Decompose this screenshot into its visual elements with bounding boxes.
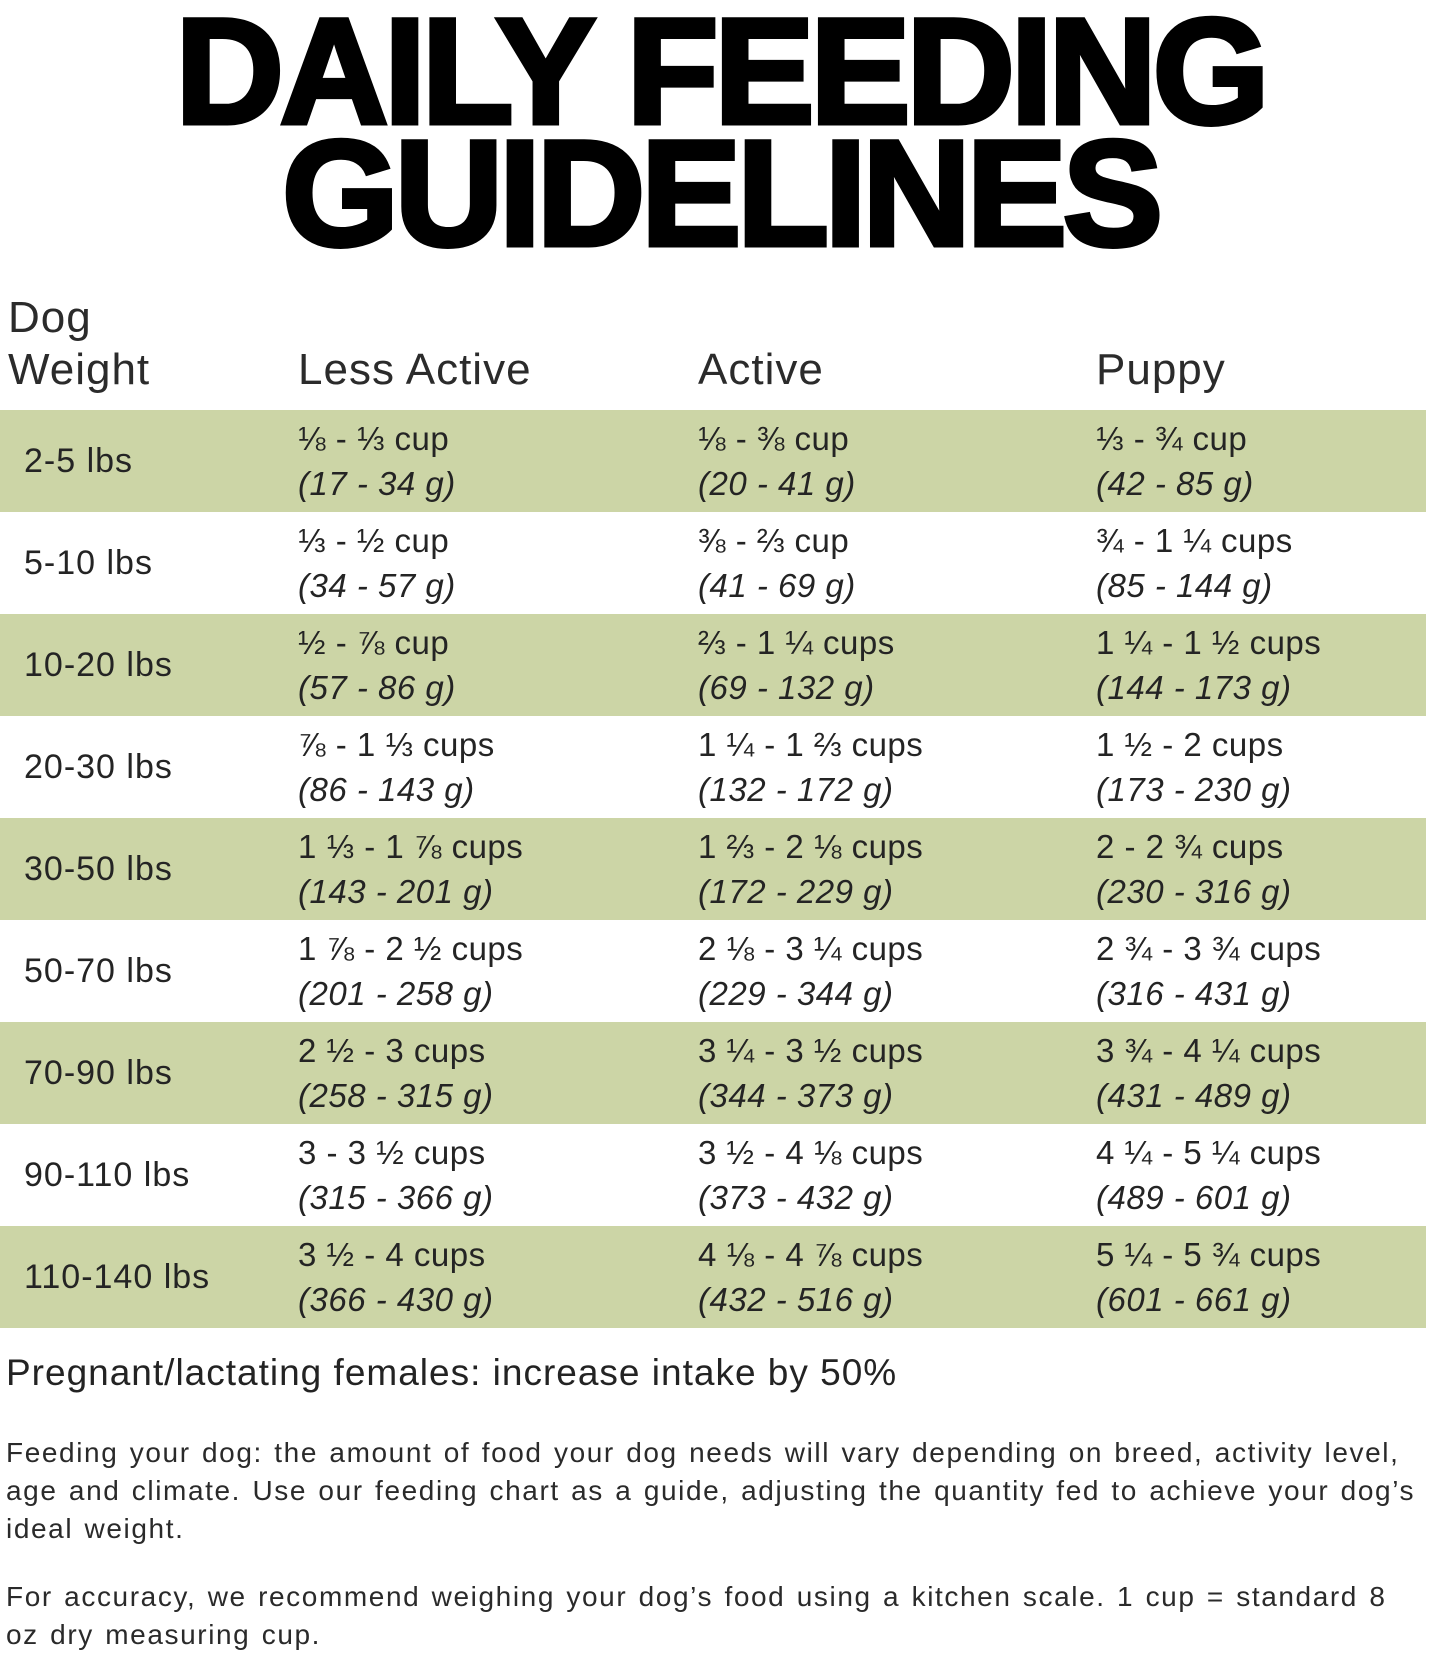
cups-range: 1 ⅓ - 1 ⅞ cups — [298, 828, 524, 865]
puppy-cell — [1096, 620, 1426, 710]
puppy-cell — [1096, 926, 1426, 1016]
grams-range: (489 - 601 g) — [1096, 1179, 1292, 1216]
weight-cell: 30-50 lbs — [24, 849, 173, 888]
cups-range: 3 ½ - 4 cups — [298, 1236, 486, 1273]
table-row — [0, 920, 1426, 1022]
grams-range: (172 - 229 g) — [698, 873, 894, 910]
cups-range: 1 ¼ - 1 ⅔ cups — [698, 726, 924, 763]
table-row — [0, 1226, 1426, 1328]
grams-range: (34 - 57 g) — [298, 567, 456, 604]
grams-range: (432 - 516 g) — [698, 1281, 894, 1318]
cups-range: 3 ¾ - 4 ¼ cups — [1096, 1032, 1322, 1069]
grams-range: (173 - 230 g) — [1096, 771, 1292, 808]
less-active-cell — [298, 824, 698, 914]
less-active-cell — [298, 1232, 698, 1322]
cups-range: 5 ¼ - 5 ¾ cups — [1096, 1236, 1322, 1273]
grams-range: (316 - 431 g) — [1096, 975, 1292, 1012]
grams-range: (69 - 132 g) — [698, 669, 875, 706]
table-row — [0, 818, 1426, 920]
grams-range: (229 - 344 g) — [698, 975, 894, 1012]
puppy-cell — [1096, 722, 1426, 812]
table-row — [0, 716, 1426, 818]
column-header-dog-weight — [0, 292, 298, 396]
grams-range: (431 - 489 g) — [1096, 1077, 1292, 1114]
table-row — [0, 512, 1426, 614]
grams-range: (17 - 34 g) — [298, 465, 456, 502]
grams-range: (85 - 144 g) — [1096, 567, 1273, 604]
grams-range: (373 - 432 g) — [698, 1179, 894, 1216]
column-header-dog-weight-line2: Weight — [8, 345, 151, 394]
cups-range: 3 ¼ - 3 ½ cups — [698, 1032, 924, 1069]
weight-cell: 90-110 lbs — [24, 1155, 191, 1194]
grams-range: (258 - 315 g) — [298, 1077, 494, 1114]
puppy-cell — [1096, 824, 1426, 914]
puppy-cell — [1096, 518, 1426, 608]
active-cell — [698, 620, 1096, 710]
active-cell — [698, 416, 1096, 506]
cups-range: ⅓ - ¾ cup — [1096, 420, 1248, 457]
less-active-cell — [298, 1028, 698, 1118]
grams-range: (57 - 86 g) — [298, 669, 456, 706]
less-active-cell — [298, 1130, 698, 1220]
grams-range: (144 - 173 g) — [1096, 669, 1292, 706]
cups-range: ⅛ - ⅜ cup — [698, 420, 850, 457]
grams-range: (230 - 316 g) — [1096, 873, 1292, 910]
cups-range: ⅔ - 1 ¼ cups — [698, 624, 895, 661]
grams-range: (315 - 366 g) — [298, 1179, 494, 1216]
cups-range: 4 ¼ - 5 ¼ cups — [1096, 1134, 1322, 1171]
weight-cell: 50-70 lbs — [24, 951, 173, 990]
less-active-cell — [298, 620, 698, 710]
accuracy-note: For accuracy, we recommend weighing your dog’s food using a kitchen scale. 1 cup = standard 8 oz dry measuring cup. — [6, 1581, 1387, 1650]
feeding-table — [0, 410, 1441, 1328]
puppy-cell — [1096, 1130, 1426, 1220]
grams-range: (132 - 172 g) — [698, 771, 894, 808]
less-active-cell — [298, 518, 698, 608]
cups-range: ⅞ - 1 ⅓ cups — [298, 726, 495, 763]
weight-cell: 2-5 lbs — [24, 441, 134, 480]
table-row — [0, 1022, 1426, 1124]
cups-range: 3 ½ - 4 ⅛ cups — [698, 1134, 924, 1171]
cups-range: ⅜ - ⅔ cup — [698, 522, 850, 559]
table-row — [0, 1124, 1426, 1226]
weight-cell: 5-10 lbs — [24, 543, 153, 582]
weight-cell: 10-20 lbs — [24, 645, 173, 684]
weight-cell: 70-90 lbs — [24, 1053, 173, 1092]
active-cell — [698, 1232, 1096, 1322]
table-row — [0, 614, 1426, 716]
cups-range: 2 - 2 ¾ cups — [1096, 828, 1284, 865]
active-cell — [698, 1130, 1096, 1220]
table-header-row — [0, 292, 1426, 410]
less-active-cell — [298, 416, 698, 506]
cups-range: 1 ⅞ - 2 ½ cups — [298, 930, 524, 967]
cups-range: ¾ - 1 ¼ cups — [1096, 522, 1293, 559]
cups-range: 1 ½ - 2 cups — [1096, 726, 1284, 763]
cups-range: 1 ¼ - 1 ½ cups — [1096, 624, 1322, 661]
cups-range: 2 ¾ - 3 ¾ cups — [1096, 930, 1322, 967]
grams-range: (201 - 258 g) — [298, 975, 494, 1012]
column-header-dog-weight-line1: Dog — [8, 293, 92, 342]
puppy-cell — [1096, 1232, 1426, 1322]
active-cell — [698, 824, 1096, 914]
column-header-puppy: Puppy — [1096, 345, 1226, 394]
page-title-line2: GUIDELINES — [282, 109, 1159, 277]
active-cell — [698, 1028, 1096, 1118]
grams-range: (41 - 69 g) — [698, 567, 856, 604]
table-row — [0, 410, 1426, 512]
grams-range: (86 - 143 g) — [298, 771, 475, 808]
pregnant-note: Pregnant/lactating females: increase intake by 50% — [6, 1352, 898, 1393]
feeding-note: Feeding your dog: the amount of food your dog needs will vary depending on breed, activity level, age and climate. Use our feeding chart as a guide, adjusting the quantity fed to achieve your dog’s ideal weight. — [6, 1437, 1416, 1544]
weight-cell: 110-140 lbs — [24, 1257, 211, 1296]
active-cell — [698, 722, 1096, 812]
column-header-active: Active — [698, 345, 824, 394]
active-cell — [698, 518, 1096, 608]
puppy-cell — [1096, 416, 1426, 506]
grams-range: (42 - 85 g) — [1096, 465, 1254, 502]
cups-range: 2 ⅛ - 3 ¼ cups — [698, 930, 924, 967]
cups-range: ⅓ - ½ cup — [298, 522, 450, 559]
grams-range: (601 - 661 g) — [1096, 1281, 1292, 1318]
puppy-cell — [1096, 1028, 1426, 1118]
less-active-cell — [298, 926, 698, 1016]
cups-range: 2 ½ - 3 cups — [298, 1032, 486, 1069]
less-active-cell — [298, 722, 698, 812]
grams-range: (344 - 373 g) — [698, 1077, 894, 1114]
page-title — [0, 0, 1441, 277]
grams-range: (366 - 430 g) — [298, 1281, 494, 1318]
cups-range: ½ - ⅞ cup — [298, 624, 450, 661]
weight-cell: 20-30 lbs — [24, 747, 173, 786]
page-title-line1: DAILY FEEDING — [175, 0, 1266, 155]
grams-range: (20 - 41 g) — [698, 465, 856, 502]
column-header-less-active: Less Active — [298, 345, 532, 394]
cups-range: ⅛ - ⅓ cup — [298, 420, 450, 457]
active-cell — [698, 926, 1096, 1016]
grams-range: (143 - 201 g) — [298, 873, 494, 910]
cups-range: 3 - 3 ½ cups — [298, 1134, 486, 1171]
cups-range: 1 ⅔ - 2 ⅛ cups — [698, 828, 924, 865]
cups-range: 4 ⅛ - 4 ⅞ cups — [698, 1236, 924, 1273]
